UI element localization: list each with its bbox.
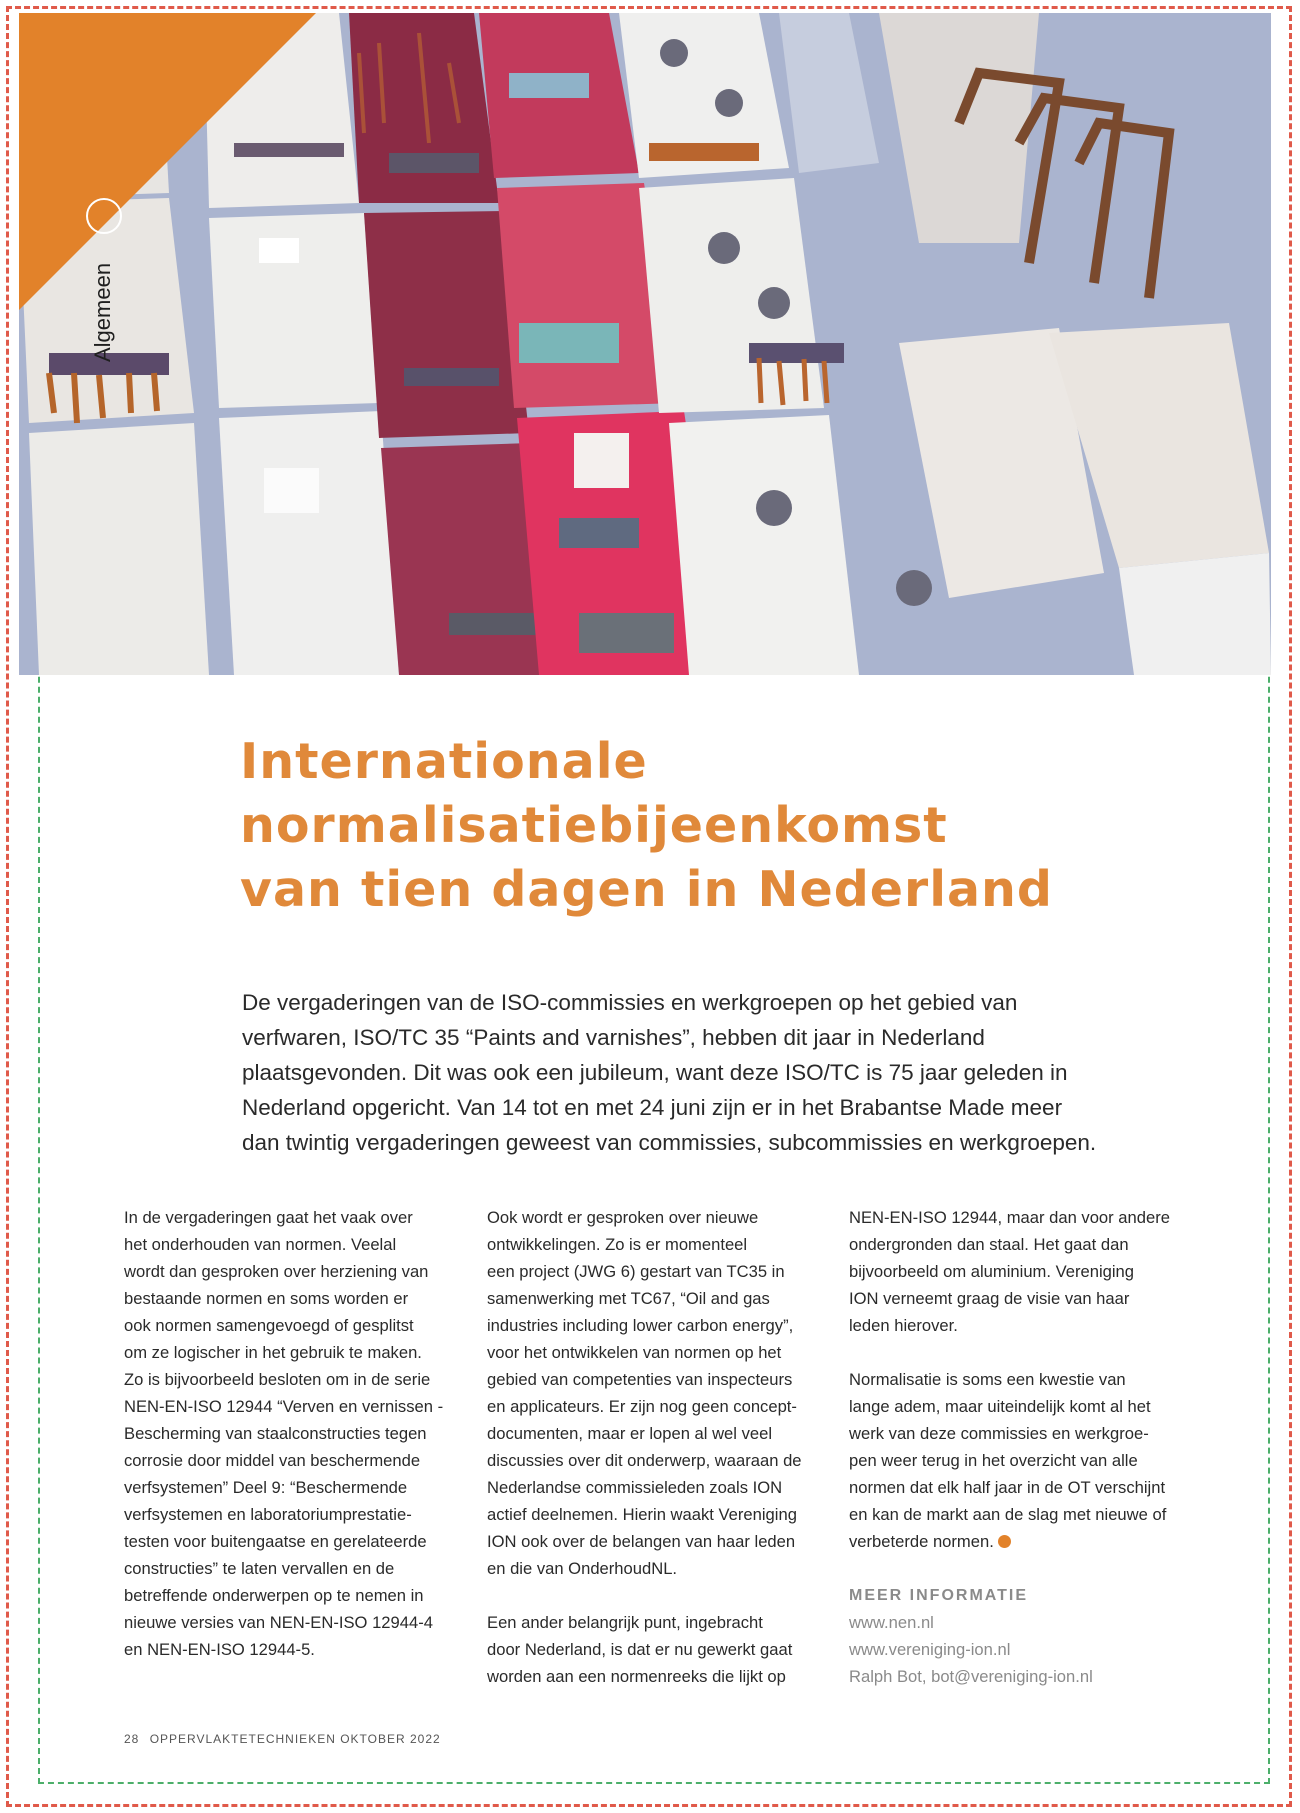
title-line: normalisatiebijeenkomst [240, 797, 948, 854]
intro-line: verfwaren, ISO/TC 35 “Paints and varnishes”, hebben dit jaar in Nederland [242, 1025, 985, 1050]
intro-line: Nederland opgericht. Van 14 tot en met 24 juni zijn er in het Brabantse Made meer [242, 1095, 1063, 1120]
title-line: van tien dagen in Nederland [240, 861, 1054, 918]
body-column-3 [849, 1204, 1189, 1690]
body-line: wordt dan gesproken over herziening van [124, 1262, 429, 1281]
body-line: ook normen samengevoegd of gesplitst [124, 1316, 414, 1335]
body-line: lange adem, maar uiteindelijk komt al het [849, 1397, 1151, 1416]
body-line: Bescherming van staalconstructies tegen [124, 1424, 427, 1443]
body-line: betreffende onderwerpen op te nemen in [124, 1586, 424, 1605]
more-info-contact[interactable]: Ralph Bot, bot@vereniging-ion.nl [849, 1667, 1093, 1686]
body-line [849, 1528, 1189, 1555]
intro-line: plaatsgevonden. Dit was ook een jubileum, want deze ISO/TC is 75 jaar geleden in [242, 1060, 1068, 1085]
body-line: NEN-EN-ISO 12944, maar dan voor andere [849, 1208, 1170, 1227]
body-line: NEN-EN-ISO 12944 “Verven en vernissen - [124, 1397, 444, 1416]
more-info-link[interactable]: www.vereniging-ion.nl [849, 1640, 1011, 1659]
body-line: Zo is bijvoorbeeld besloten om in de serie [124, 1370, 431, 1389]
body-line: industries including lower carbon energy”, [487, 1316, 794, 1335]
more-info-link[interactable]: www.nen.nl [849, 1613, 934, 1632]
body-line: corrosie door middel van beschermende [124, 1451, 421, 1470]
body-column-1 [124, 1204, 464, 1663]
body-line: discussies over dit onderwerp, waaraan de [487, 1451, 802, 1470]
body-line: samenwerking met TC67, “Oil and gas [487, 1289, 770, 1308]
body-line: ontwikkelingen. Zo is er momenteel [487, 1235, 748, 1254]
body-line: Een ander belangrijk punt, ingebracht [487, 1613, 763, 1632]
body-line: nieuwe versies van NEN-EN-ISO 12944-4 [124, 1613, 433, 1632]
body-line: Ook wordt er gesproken over nieuwe [487, 1208, 759, 1227]
body-line: In de vergaderingen gaat het vaak over [124, 1208, 413, 1227]
body-line: ION verneemt graag de visie van haar [849, 1289, 1130, 1308]
body-line: actief deelnemen. Hierin waakt Vereniging [487, 1505, 797, 1524]
body-line: voor het ontwikkelen van normen op het [487, 1343, 782, 1362]
body-line: verfsystemen en laboratoriumprestatie- [124, 1505, 412, 1524]
body-line: worden aan een normenreeks die lijkt op [487, 1667, 786, 1686]
body-line: bestaande normen en soms worden er [124, 1289, 409, 1308]
body-line: ondergronden dan staal. Het gaat dan [849, 1235, 1129, 1254]
intro-line: De vergaderingen van de ISO-commissies en werkgroepen op het gebied van [242, 990, 1018, 1015]
section-label: Algemeen [90, 262, 115, 362]
body-line: een project (JWG 6) gestart van TC35 in [487, 1262, 785, 1281]
body-line: Normalisatie is soms een kwestie van [849, 1370, 1126, 1389]
body-line: gebied van competenties van inspecteurs [487, 1370, 793, 1389]
body-line: pen weer terug in het overzicht van alle [849, 1451, 1138, 1470]
article-title [240, 730, 1200, 922]
publication-name: OPPERVLAKTETECHNIEKEN OKTOBER 2022 [149, 1732, 441, 1746]
body-line: leden hierover. [849, 1316, 958, 1335]
body-line: en kan de markt aan de slag met nieuwe of [849, 1505, 1167, 1524]
end-mark-dot-icon [998, 1535, 1011, 1548]
body-line: het onderhouden van normen. Veelal [124, 1235, 397, 1254]
body-line: door Nederland, is dat er nu gewerkt gaat [487, 1640, 793, 1659]
page-footer [124, 1732, 441, 1746]
body-line: normen dat elk half jaar in de OT verschijnt [849, 1478, 1166, 1497]
body-line: en die van OnderhoudNL. [487, 1559, 678, 1578]
body-line: en NEN-EN-ISO 12944-5. [124, 1640, 315, 1659]
body-line: documenten, maar er lopen al wel veel [487, 1424, 773, 1443]
body-line: Nederlandse commissieleden zoals ION [487, 1478, 783, 1497]
body-line: verfsystemen” Deel 9: “Beschermende [124, 1478, 408, 1497]
intro-line: dan twintig vergaderingen geweest van commissies, subcommissies en werkgroepen. [242, 1130, 1097, 1155]
body-line: werk van deze commissies en werkgroe- [849, 1424, 1149, 1443]
body-line: bijvoorbeeld om aluminium. Vereniging [849, 1262, 1135, 1281]
title-line: Internationale [240, 733, 648, 790]
body-line: testen voor buitengaatse en gerelateerde [124, 1532, 427, 1551]
body-line: constructies” te laten vervallen en de [124, 1559, 395, 1578]
intro-paragraph [242, 985, 1122, 1160]
section-corner-tab [19, 13, 316, 310]
body-column-2 [487, 1204, 827, 1690]
page-number: 28 [124, 1732, 140, 1746]
body-line: en applicateurs. Er zijn nog geen concept- [487, 1397, 797, 1416]
body-line-text: verbeterde normen. [849, 1532, 994, 1551]
body-line: om ze logischer in het gebruik te maken. [124, 1343, 422, 1362]
body-line: ION ook over de belangen van haar leden [487, 1532, 796, 1551]
more-info-heading: MEER INFORMATIE [849, 1587, 1029, 1604]
